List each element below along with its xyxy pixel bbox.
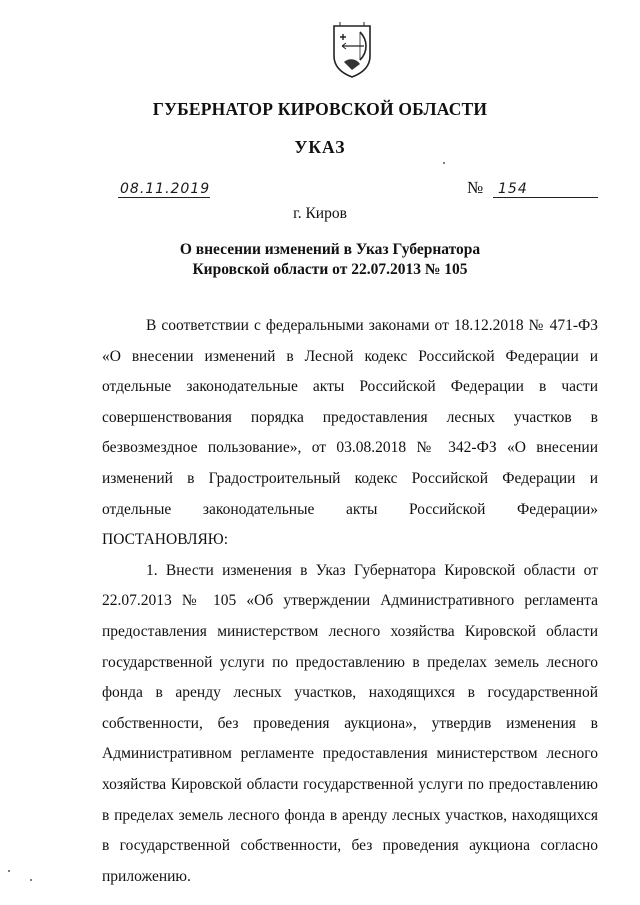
title-line-2: Кировской области от 22.07.2013 № 105 — [192, 261, 468, 278]
document-title — [150, 240, 510, 280]
clause-1-paragraph: 1. Внести изменения в Указ Губернатора Кировской области от 22.07.2013 № 105 «Об утверждении Административного регламента предоставления министерством лесного хозяйства Кировской области государственной услуги по предоставлению в пределах земель лесного фонда в аренду лесных участков, находящихся в государственной собственности, без проведения аукциона», утвердив изменения в Административном регламенте предоставления министерством лесного хозяйства Кировской области государственной услуги по предоставлению в пределах земель лесного фонда в аренду лесных участков, находящихся в государственной собственности, без проведения аукциона согласно приложению. — [102, 561, 598, 885]
coat-of-arms-icon — [330, 22, 374, 78]
document-number: 154 — [498, 181, 528, 197]
document-date: 08.11.2019 — [120, 181, 211, 197]
scan-mark — [443, 162, 445, 164]
document-body — [102, 311, 598, 892]
place-of-issue: г. Киров — [293, 205, 347, 222]
document-type: УКАЗ — [294, 137, 346, 157]
preamble-paragraph: В соответствии с федеральными законами от 18.12.2018 № 471-ФЗ «О внесении изменений в Лесной кодекс Российской Федерации и отдельные законодательные акты Российской Федерации в части совершенствования порядка предоставления лесных участков в безвозмездное пользование», от 03.08.2018 № 342-ФЗ «О внесении изменений в Градостроительный кодекс Российской Федерации и отдельные законодательные акты Российской Федерации» ПОСТАНОВЛЯЮ: — [102, 317, 598, 549]
issuer-title: ГУБЕРНАТОР КИРОВСКОЙ ОБЛАСТИ — [152, 99, 488, 119]
scan-mark — [8, 870, 10, 872]
title-line-1: О внесении изменений в Указ Губернатора — [179, 241, 481, 258]
number-sign: № — [467, 178, 484, 197]
scan-mark — [30, 879, 32, 881]
number-underline — [493, 197, 598, 198]
date-underline — [118, 197, 210, 198]
